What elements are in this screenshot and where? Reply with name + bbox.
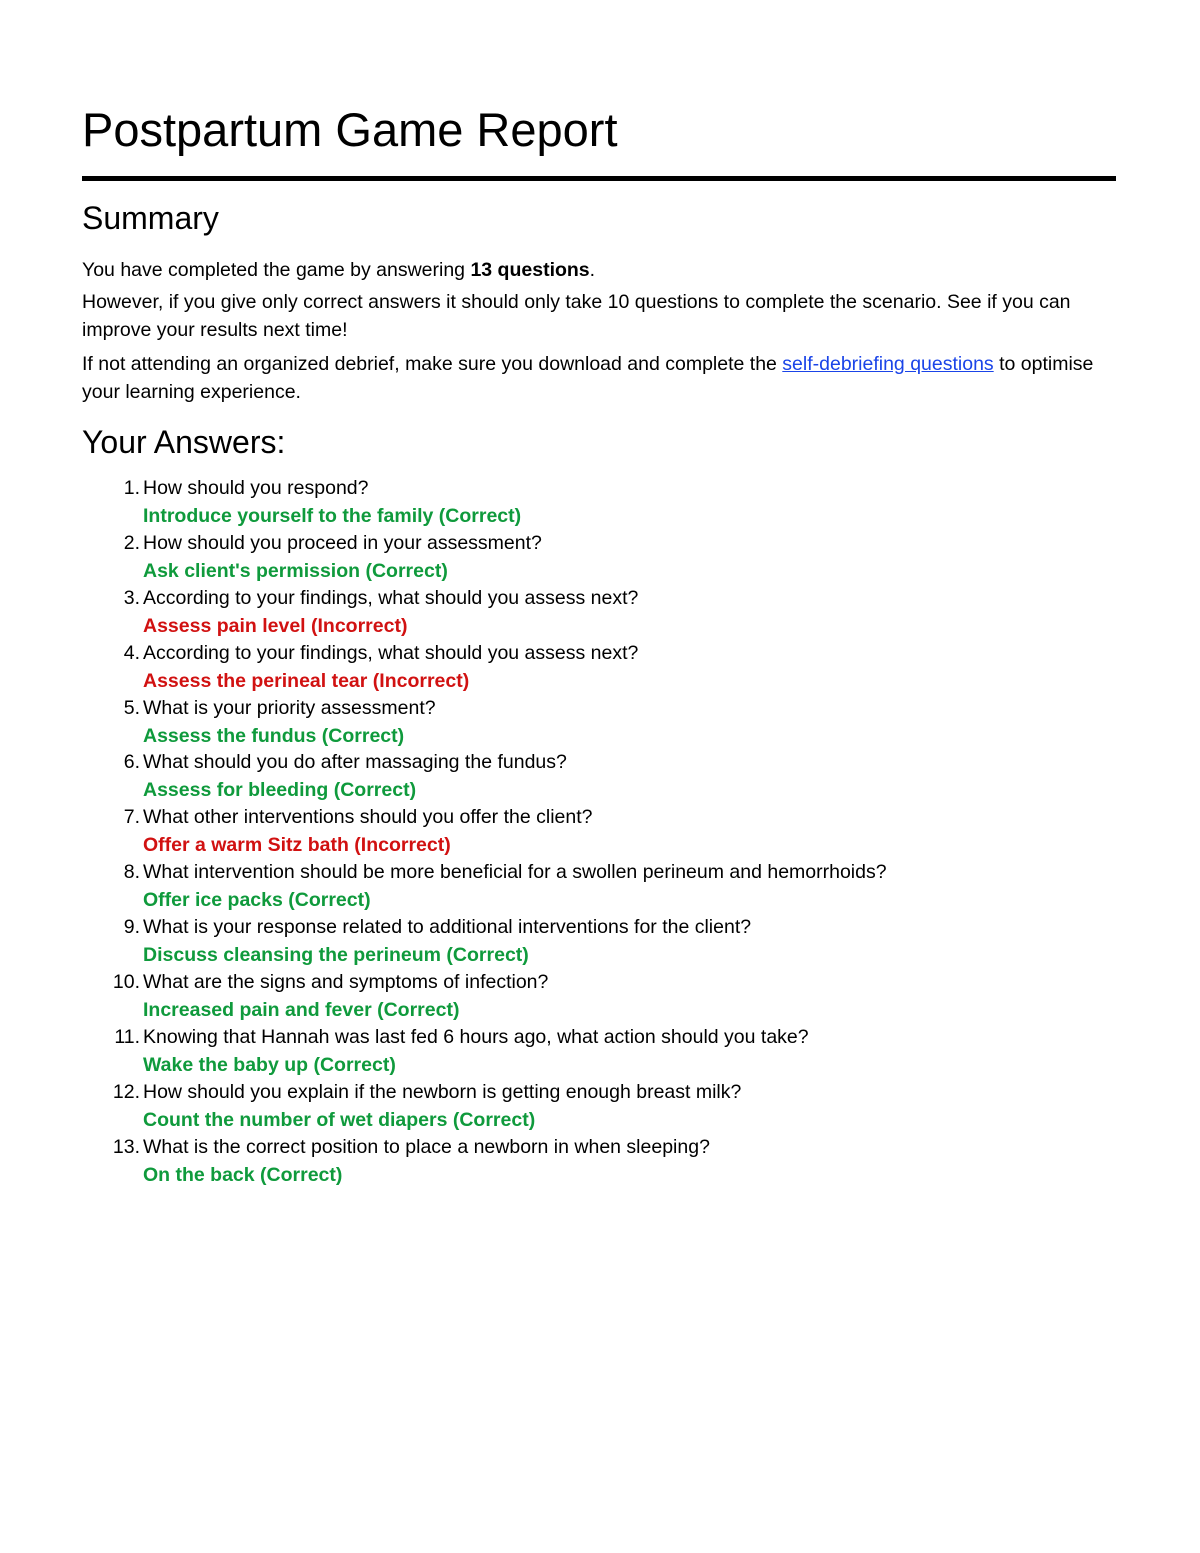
question-number: 2. xyxy=(123,531,140,554)
answer-list-item xyxy=(82,475,1112,530)
title-divider xyxy=(82,176,1116,181)
answer-correct: Introduce yourself to the family (Correct) xyxy=(143,505,522,527)
summary-heading: Summary xyxy=(82,200,219,236)
question-text: What intervention should be more beneficial for a swollen perineum and hemorrhoids? xyxy=(143,861,887,884)
answer-incorrect: Offer a warm Sitz bath (Incorrect) xyxy=(143,834,451,857)
answer-incorrect: Assess pain level (Incorrect) xyxy=(143,614,408,637)
question-number: 3. xyxy=(123,586,140,609)
question-number: 5. xyxy=(123,696,140,719)
answer-correct: Increased pain and fever (Correct) xyxy=(143,999,460,1022)
answer-list-item xyxy=(82,1079,1112,1134)
question-text: What is your priority assessment? xyxy=(143,696,436,719)
question-number: 12. xyxy=(112,1080,140,1103)
page-title: Postpartum Game Report xyxy=(82,103,618,156)
question-text: What should you do after massaging the fundus? xyxy=(143,751,567,774)
question-text: Knowing that Hannah was last fed 6 hours ago, what action should you take? xyxy=(143,1025,809,1048)
question-count: 13 questions xyxy=(470,259,590,281)
answer-list-item xyxy=(82,1024,1112,1079)
question-number: 10. xyxy=(112,971,140,994)
summary-debrief-prefix: If not attending an organized debrief, make sure you download and complete the xyxy=(82,353,783,375)
question-text: What is the correct position to place a newborn in when sleeping? xyxy=(143,1135,710,1158)
answer-correct: Assess the fundus (Correct) xyxy=(143,724,405,747)
summary-completed-suffix: . xyxy=(589,259,596,281)
answer-list-item xyxy=(82,1134,1112,1189)
answer-list-item xyxy=(82,749,1112,804)
summary-completed-prefix: You have completed the game by answering xyxy=(82,259,471,281)
summary-completed-text xyxy=(82,256,1112,284)
summary-debrief-suffix: to optimise your learning experience. xyxy=(82,353,1094,403)
question-number: 6. xyxy=(123,751,140,774)
self-debriefing-link[interactable]: self-debriefing questions xyxy=(782,353,994,375)
answer-list-item xyxy=(82,969,1112,1024)
question-text: According to your findings, what should you assess next? xyxy=(143,641,639,664)
summary-improvement-text: However, if you give only correct answers it should only take 10 questions to complete the scenario. See if you can improve your results next time! xyxy=(82,291,1071,341)
answer-list-item xyxy=(82,914,1112,969)
question-number: 11. xyxy=(114,1025,140,1048)
question-number: 8. xyxy=(123,861,140,884)
answer-list-item xyxy=(82,530,1112,585)
answer-correct: Offer ice packs (Correct) xyxy=(143,889,371,912)
answer-list-item xyxy=(82,640,1112,695)
answer-correct: Wake the baby up (Correct) xyxy=(143,1053,396,1076)
answer-correct: Count the number of wet diapers (Correct) xyxy=(143,1108,536,1131)
question-text: What other interventions should you offer the client? xyxy=(143,806,593,829)
question-text: How should you proceed in your assessment? xyxy=(143,531,542,554)
question-number: 9. xyxy=(123,916,140,939)
answer-correct: Assess for bleeding (Correct) xyxy=(143,779,417,802)
answers-list xyxy=(82,475,1112,1189)
answer-incorrect: Assess the perineal tear (Incorrect) xyxy=(143,669,470,692)
question-number: 7. xyxy=(123,806,140,829)
answer-list-item xyxy=(82,859,1112,914)
question-text: How should you explain if the newborn is getting enough breast milk? xyxy=(143,1080,742,1103)
question-text: How should you respond? xyxy=(143,477,369,499)
answer-correct: Ask client's permission (Correct) xyxy=(143,559,448,582)
answers-heading: Your Answers: xyxy=(82,424,286,460)
question-number: 1. xyxy=(123,477,140,499)
question-text: According to your findings, what should you assess next? xyxy=(143,586,639,609)
answer-correct: Discuss cleansing the perineum (Correct) xyxy=(143,944,529,967)
summary-debrief-text xyxy=(82,350,1112,406)
answer-list-item xyxy=(82,585,1112,640)
question-text: What are the signs and symptoms of infection? xyxy=(143,971,549,994)
question-number: 13. xyxy=(112,1135,140,1158)
answer-list-item xyxy=(82,804,1112,859)
question-text: What is your response related to additional interventions for the client? xyxy=(143,916,752,939)
answer-list-item xyxy=(82,695,1112,750)
answer-correct: On the back (Correct) xyxy=(143,1163,343,1186)
question-number: 4. xyxy=(123,641,140,664)
